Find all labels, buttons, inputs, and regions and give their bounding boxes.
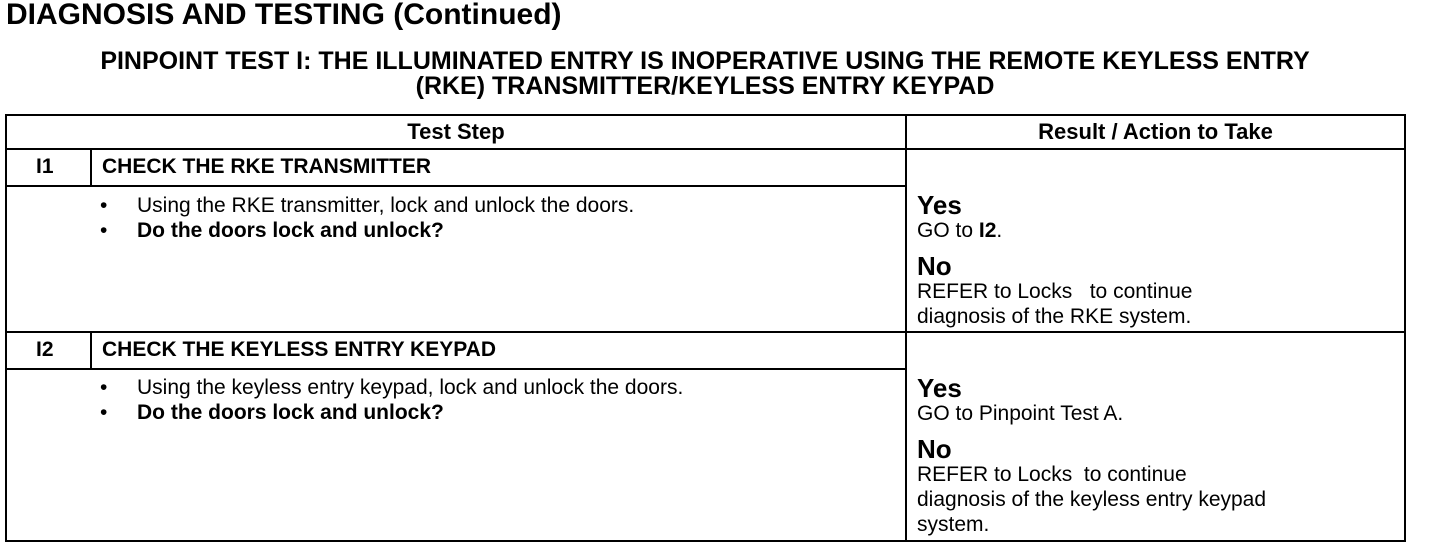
pinpoint-test-title-line-1: PINPOINT TEST I: THE ILLUMINATED ENTRY IS INOPERATIVE USING THE REMOTE KEYLESS ENTRY bbox=[100, 47, 1310, 75]
result-yes-label: Yes bbox=[917, 190, 962, 220]
bullet-icon: • bbox=[100, 376, 108, 399]
result-no-label: No bbox=[917, 251, 952, 281]
step-bullet bbox=[100, 400, 444, 425]
step-id-divider-2 bbox=[90, 333, 92, 370]
bullet-icon: • bbox=[100, 194, 108, 217]
bullet-icon: • bbox=[100, 219, 108, 242]
column-divider bbox=[905, 116, 907, 540]
step-id-divider-1 bbox=[90, 150, 92, 187]
header-divider bbox=[7, 148, 1404, 150]
step-reference: I2 bbox=[978, 219, 997, 242]
row-divider bbox=[7, 331, 1404, 333]
pinpoint-test-title-line-2: (RKE) TRANSMITTER/KEYLESS ENTRY KEYPAD bbox=[415, 72, 995, 100]
result-no-text-line-1: REFER to Locks to continue bbox=[917, 280, 1193, 303]
bullet-text: Using the keyless entry keypad, lock and unlock the doors. bbox=[137, 376, 684, 399]
result-no-label: No bbox=[917, 434, 952, 464]
pinpoint-test-table bbox=[5, 114, 1406, 542]
result-yes-label: Yes bbox=[917, 373, 962, 403]
step-bullet bbox=[100, 375, 683, 400]
page-heading: DIAGNOSIS AND TESTING (Continued) bbox=[6, 0, 562, 31]
bullet-question: Do the doors lock and unlock? bbox=[137, 401, 444, 424]
step-bullet bbox=[100, 218, 444, 243]
bullet-text: Using the RKE transmitter, lock and unlock the doors. bbox=[137, 194, 635, 217]
result-yes-text: GO to I2. bbox=[917, 219, 1003, 242]
step-id: I2 bbox=[36, 338, 54, 361]
result-no-text-line-3: system. bbox=[917, 513, 990, 536]
step-title: CHECK THE KEYLESS ENTRY KEYPAD bbox=[102, 338, 497, 361]
result-no-text-line-2: diagnosis of the keyless entry keypad bbox=[917, 488, 1267, 511]
step-title-divider-1 bbox=[7, 185, 906, 187]
result-no-text-line-2: diagnosis of the RKE system. bbox=[917, 305, 1192, 328]
bullet-question: Do the doors lock and unlock? bbox=[137, 219, 444, 242]
result-no-text-line-1: REFER to Locks to continue bbox=[917, 463, 1187, 486]
result-yes-text: GO to Pinpoint Test A. bbox=[917, 402, 1124, 425]
pinpoint-test-title bbox=[0, 49, 1410, 99]
step-id: I1 bbox=[36, 155, 54, 178]
header-result-action: Result / Action to Take bbox=[1038, 119, 1273, 144]
step-title-divider-2 bbox=[7, 368, 906, 370]
header-test-step: Test Step bbox=[407, 119, 505, 144]
bullet-icon: • bbox=[100, 401, 108, 424]
step-bullet bbox=[100, 193, 634, 218]
step-title: CHECK THE RKE TRANSMITTER bbox=[102, 155, 431, 178]
